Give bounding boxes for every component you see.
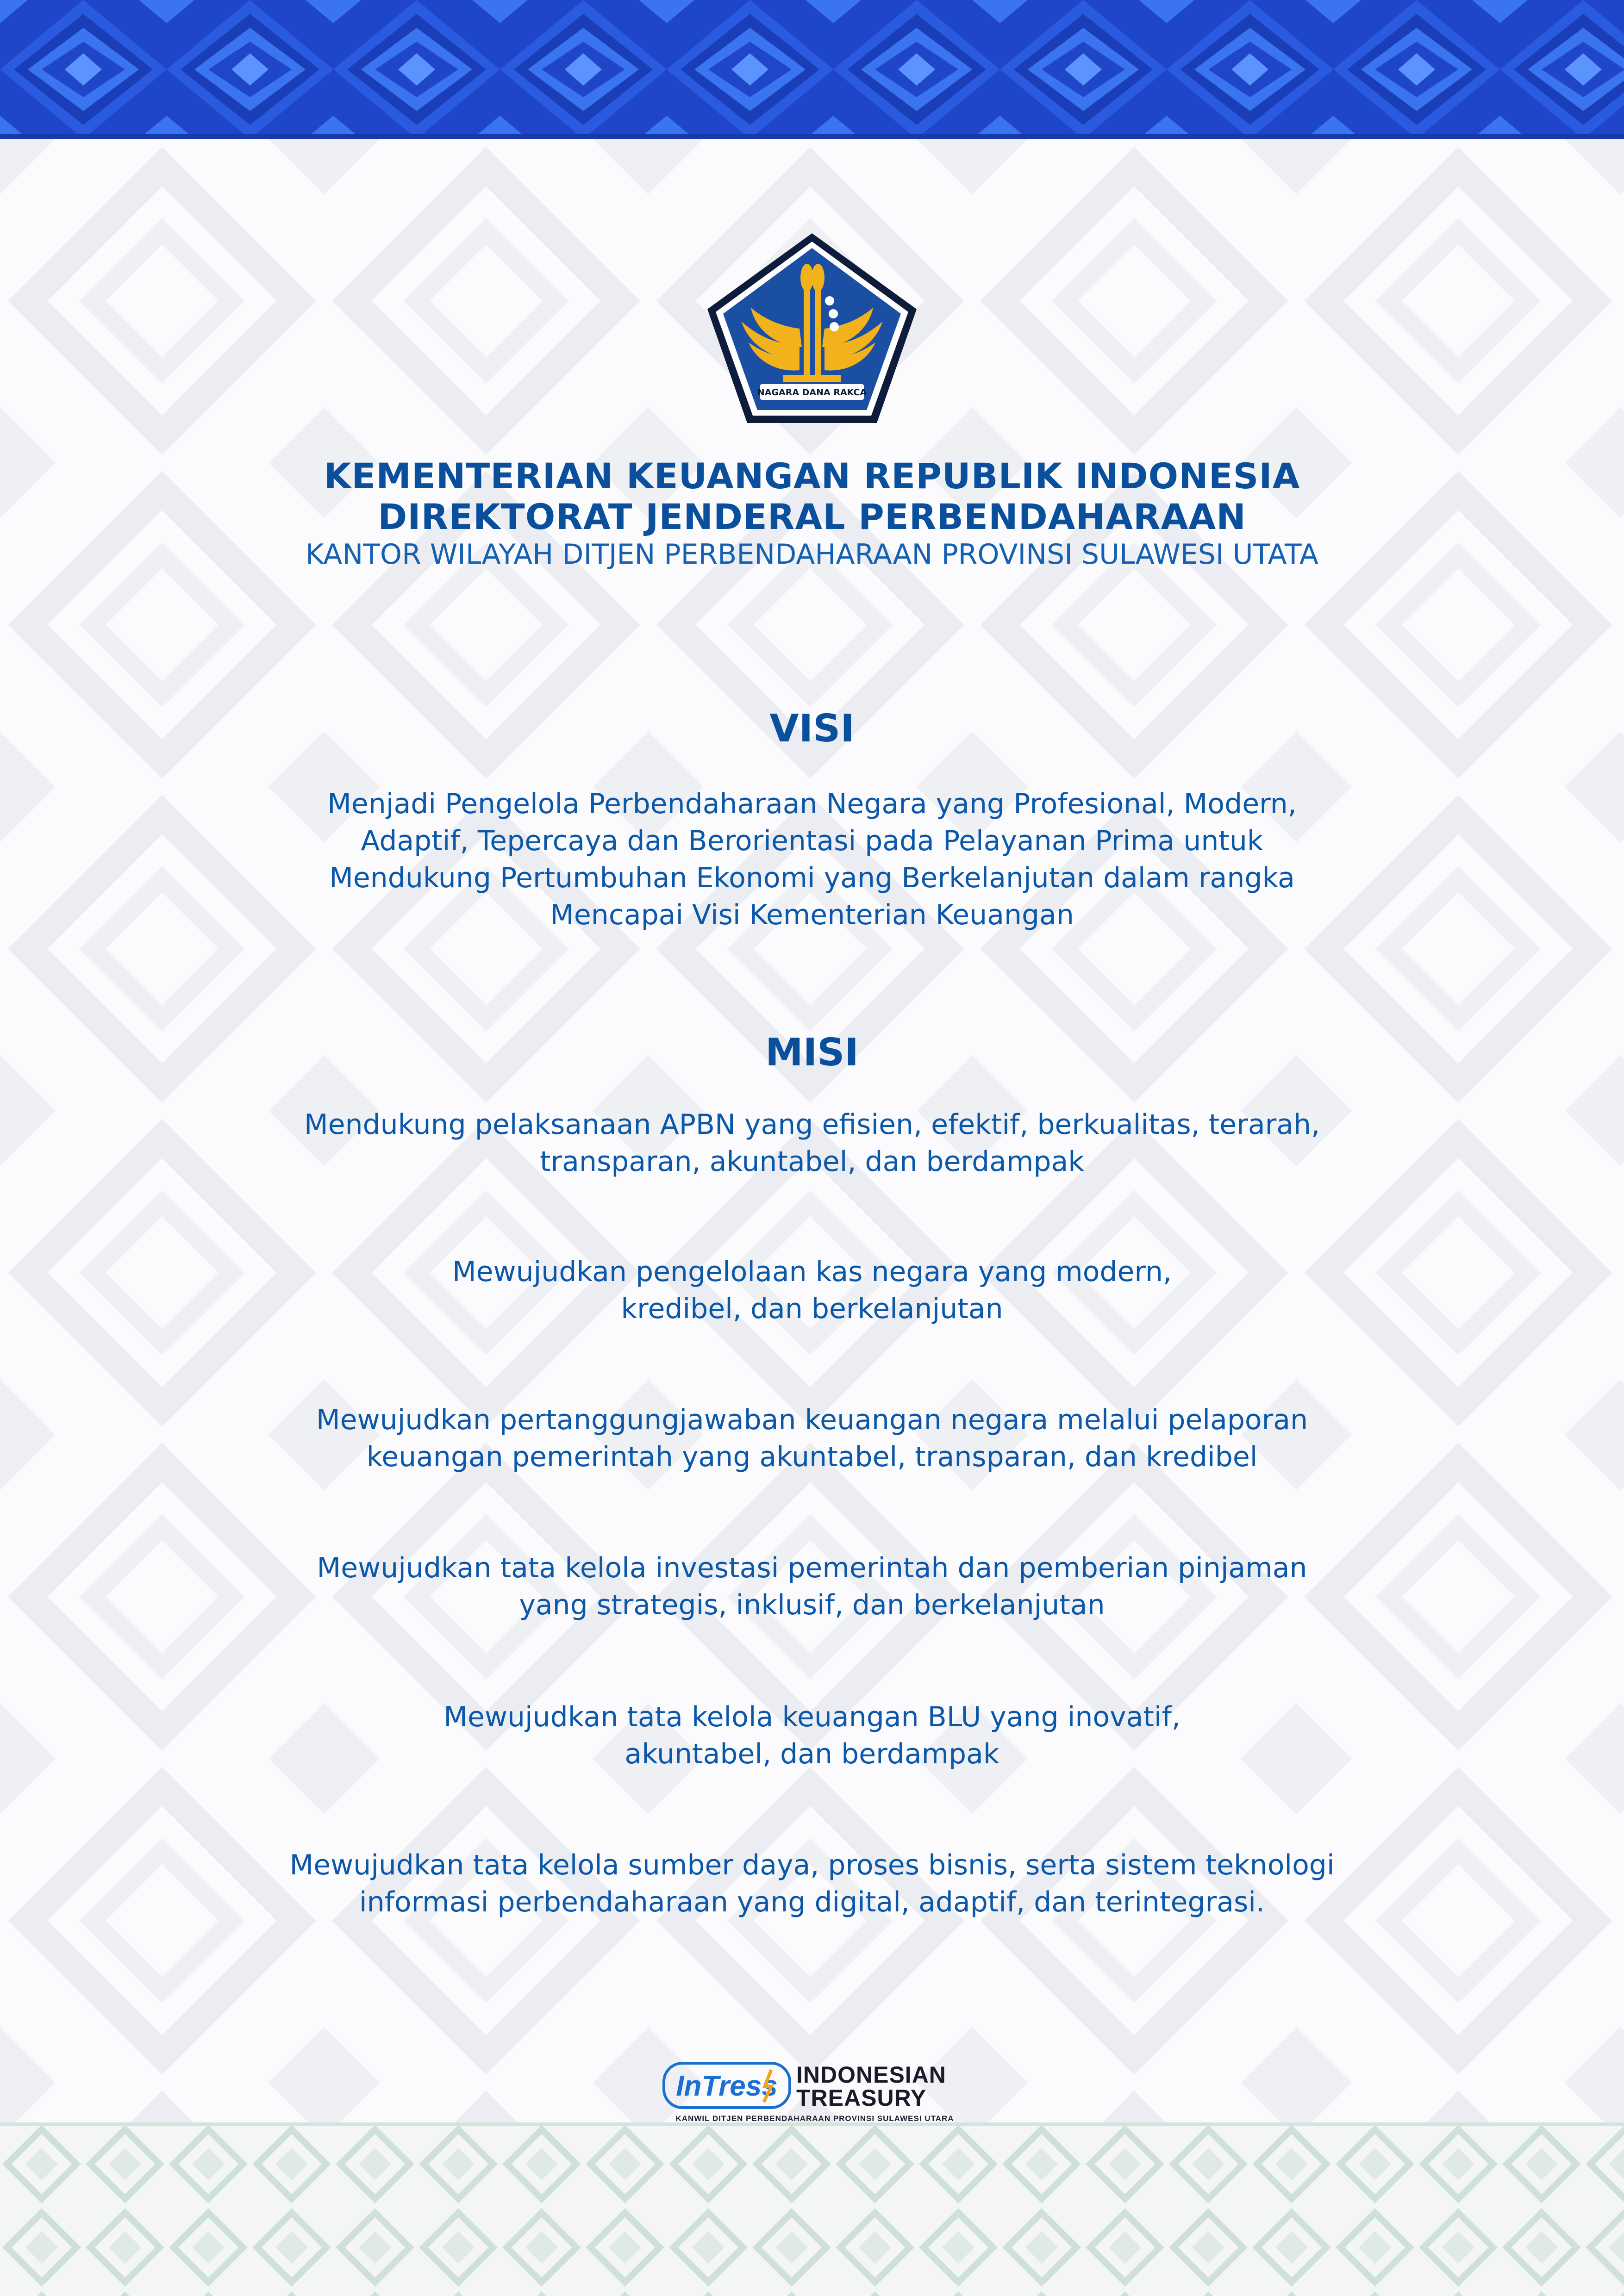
directorate-name: DIREKTORAT JENDERAL PERBENDAHARAAN: [378, 496, 1246, 537]
brand-line-2: TREASURY: [796, 2085, 927, 2111]
kemenkeu-emblem-icon: [705, 231, 919, 426]
misi-item-2: Mewujudkan pengelolaan kas negara yang modern, kredibel, dan berkelanjutan: [452, 1256, 1172, 1325]
office-name: KANTOR WILAYAH DITJEN PERBENDAHARAAN PROVINSI SULAWESI UTATA: [306, 538, 1318, 571]
visi-text: Menjadi Pengelola Perbendaharaan Negara yang Profesional, Modern, Adaptif, Tepercaya dan Berorientasi pada Pelayanan Prima untuk Mendukung Pertumbuhan Ekonomi yang Berkelanjutan dalam rangka Mencapai Visi Kementerian Keuangan: [327, 788, 1297, 931]
brand-line-1: INDONESIAN: [796, 2062, 946, 2088]
organization-header: [0, 456, 1624, 572]
intress-logo-icon: [662, 2060, 792, 2110]
misi-item-4: Mewujudkan tata kelola investasi pemerintah dan pemberian pinjaman yang strategis, inklusif, dan berkelanjutan: [317, 1552, 1307, 1621]
misi-item-3: Mewujudkan pertanggungjawaban keuangan negara melalui pelaporan keuangan pemerintah yang akuntabel, transparan, dan kredibel: [316, 1404, 1308, 1473]
intress-logo: [662, 2055, 968, 2129]
intress-logo-mark: InTress: [676, 2070, 778, 2102]
misi-item-1: Mendukung pelaksanaan APBN yang efisien, efektif, berkualitas, terarah, transparan, akuntabel, dan berdampak: [304, 1108, 1320, 1178]
brand-subtitle: KANWIL DITJEN PERBENDAHARAAN PROVINSI SULAWESI UTARA: [675, 2114, 954, 2123]
misi-item-6: Mewujudkan tata kelola sumber daya, proses bisnis, serta sistem teknologi informasi perbendaharaan yang digital, adaptif, dan terintegrasi.: [289, 1849, 1335, 1918]
ministry-name: KEMENTERIAN KEUANGAN REPUBLIK INDONESIA: [324, 455, 1300, 497]
visi-title: VISI: [769, 707, 855, 751]
kemenkeu-emblem: [705, 231, 919, 426]
misi-item-5: Mewujudkan tata kelola keuangan BLU yang inovatif, akuntabel, dan berdampak: [443, 1701, 1181, 1770]
misi-title: MISI: [765, 1031, 859, 1075]
emblem-motto: NAGARA DANA RAKCA: [757, 387, 867, 398]
